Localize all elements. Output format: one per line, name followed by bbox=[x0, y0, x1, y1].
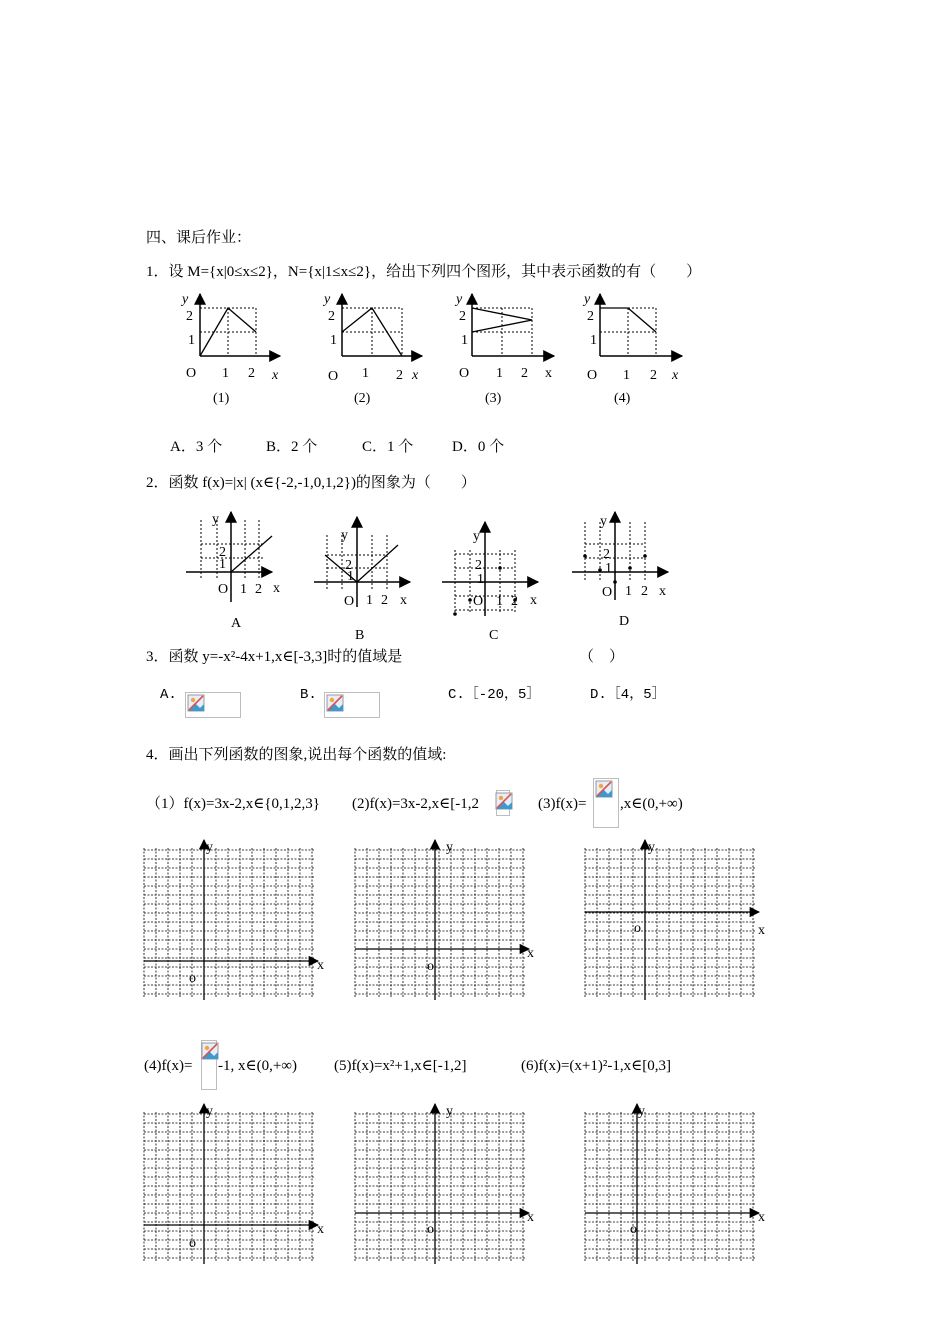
q1-graph-4 bbox=[580, 292, 690, 372]
q2-gd-x: x bbox=[659, 584, 666, 599]
q1-g3-x: x bbox=[545, 366, 552, 381]
q1-g3-o: O bbox=[459, 366, 470, 381]
q2-gd-y1: 1 bbox=[605, 561, 612, 576]
q4-f4b: -1, x∈(0,+∞) bbox=[218, 1058, 297, 1074]
q1-g4-y1: 1 bbox=[590, 333, 597, 348]
q1-g2-t2: 2 bbox=[396, 368, 403, 383]
q4-grid-6-o: o bbox=[630, 1222, 637, 1237]
q1-g4-t2: 2 bbox=[650, 368, 657, 383]
broken-image-icon bbox=[326, 694, 344, 712]
q4-f2: (2)f(x)=3x-2,x∈[-1,2 bbox=[352, 796, 480, 812]
q4-grid-3-o: o bbox=[634, 921, 641, 936]
q4-grid-6 bbox=[585, 1104, 771, 1266]
q2-gd-y: y bbox=[600, 514, 607, 529]
q1-choice-b: B．2 个 bbox=[266, 439, 318, 455]
q2-gd-caption: D bbox=[619, 614, 630, 629]
q2-gc-y: y bbox=[473, 529, 480, 544]
q2-gb-x: x bbox=[400, 593, 407, 608]
q3-choice-c: C.［-20，5］ bbox=[448, 687, 541, 703]
q2-gb-y1: 1 bbox=[347, 569, 354, 584]
q2-gb-t2: 2 bbox=[381, 593, 388, 608]
q2-gd-o: O bbox=[602, 585, 613, 600]
q1-g1-o: O bbox=[186, 366, 197, 381]
q1-g2-y2: 2 bbox=[328, 309, 335, 324]
q1-choice-c: C．1 个 bbox=[362, 439, 414, 455]
q4-f3a: (3)f(x)= bbox=[538, 796, 587, 812]
q1-g4-t1: 1 bbox=[623, 368, 630, 383]
q3-choice-b-label: B. bbox=[300, 687, 317, 703]
q1-g1-t2: 2 bbox=[248, 366, 255, 381]
q2-ga-y1: 1 bbox=[219, 557, 226, 572]
q1-g4-y2: 2 bbox=[587, 309, 594, 324]
q4-grid-2 bbox=[355, 840, 541, 1002]
q1-g4-o: O bbox=[587, 368, 598, 383]
section-title: 四、课后作业： bbox=[146, 230, 252, 246]
q1-g2-y1: 1 bbox=[330, 333, 337, 348]
q1-g1-caption: (1) bbox=[213, 391, 230, 406]
q4-f1: （1）f(x)=3x-2,x∈{0,1,2,3} bbox=[146, 796, 320, 812]
q1-g3-t1: 1 bbox=[496, 366, 503, 381]
q3-paren: （ ） bbox=[579, 649, 625, 665]
q2-gd-y2: 2 bbox=[603, 547, 610, 562]
q2-gc-y1: 1 bbox=[477, 572, 484, 587]
q3-choice-b-image bbox=[324, 692, 380, 718]
q4-f2-image bbox=[496, 790, 510, 816]
q1-g3-t2: 2 bbox=[521, 366, 528, 381]
q4-f4-image bbox=[201, 1040, 217, 1090]
q1-g3-y: y bbox=[456, 292, 463, 307]
q1-graph-2 bbox=[322, 292, 432, 372]
q4-stem: 4．画出下列函数的图象,说出每个函数的值域: bbox=[146, 747, 447, 763]
q3-choice-d: D.［4，5］ bbox=[590, 687, 666, 703]
q2-ga-t1: 1 bbox=[240, 582, 247, 597]
q4-grid-5-y: y bbox=[446, 1104, 453, 1119]
q4-grid-1-o: o bbox=[189, 971, 196, 986]
q2-gd-t1: 1 bbox=[625, 584, 632, 599]
q1-g4-caption: (4) bbox=[614, 391, 631, 406]
q1-graph-3 bbox=[452, 292, 562, 372]
q4-f5: (5)f(x)=x²+1,x∈[-1,2] bbox=[334, 1058, 467, 1074]
q4-f3-image bbox=[593, 778, 619, 828]
q4-f6: (6)f(x)=(x+1)²-1,x∈[0,3] bbox=[521, 1058, 671, 1074]
q2-ga-y2: 2 bbox=[219, 545, 226, 560]
q2-gc-x: x bbox=[530, 593, 537, 608]
q1-g2-x: x bbox=[412, 368, 419, 383]
q2-gc-t2: 2 bbox=[511, 594, 518, 609]
q4-grid-5-o: o bbox=[427, 1222, 434, 1237]
q4-grid-1-y: y bbox=[206, 840, 213, 855]
q2-gb-o: O bbox=[344, 594, 355, 609]
q4-grid-5 bbox=[355, 1104, 541, 1266]
broken-image-icon bbox=[595, 780, 613, 798]
q1-g2-y: y bbox=[324, 292, 331, 307]
q4-grid-3-x: x bbox=[758, 923, 765, 938]
q3-stem: 3．函数 y=-x²-4x+1,x∈[-3,3]时的值域是 bbox=[146, 649, 403, 665]
q4-grid-4-o: o bbox=[189, 1236, 196, 1251]
q2-ga-y: y bbox=[212, 512, 219, 527]
q4-f4a: (4)f(x)= bbox=[144, 1058, 193, 1074]
q2-gb-caption: B bbox=[355, 628, 365, 643]
q2-ga-x: x bbox=[273, 581, 280, 596]
q4-grid-2-o: o bbox=[427, 959, 434, 974]
q4-grid-3-y: y bbox=[648, 840, 655, 855]
q1-graph-1 bbox=[180, 292, 290, 372]
q4-grid-2-x: x bbox=[527, 946, 534, 961]
q1-g2-t1: 1 bbox=[362, 366, 369, 381]
q1-g2-caption: (2) bbox=[354, 391, 371, 406]
q1-g2-o: O bbox=[328, 369, 339, 384]
q2-ga-o: O bbox=[218, 582, 229, 597]
q3-choice-a-label: A. bbox=[160, 687, 177, 703]
broken-image-icon bbox=[187, 694, 205, 712]
q2-gb-y: y bbox=[341, 528, 348, 543]
q2-gd-t2: 2 bbox=[641, 584, 648, 599]
q2-ga-t2: 2 bbox=[255, 582, 262, 597]
q4-grid-6-y: y bbox=[638, 1104, 645, 1119]
q2-gb-y2: 2 bbox=[345, 558, 352, 573]
q2-gc-y2: 2 bbox=[475, 558, 482, 573]
broken-image-icon bbox=[495, 792, 513, 810]
q4-grid-4-x: x bbox=[317, 1222, 324, 1237]
q1-g4-y: y bbox=[584, 292, 591, 307]
q2-gc-t1: 1 bbox=[496, 594, 503, 609]
q4-f3b: ,x∈(0,+∞) bbox=[620, 796, 683, 812]
q1-g1-x: x bbox=[272, 368, 279, 383]
q2-ga-caption: A bbox=[231, 616, 242, 631]
q4-grid-2-y: y bbox=[446, 840, 453, 855]
q3-choice-a-image bbox=[185, 692, 241, 718]
q1-choice-d: D．0 个 bbox=[452, 439, 505, 455]
q1-g4-x: x bbox=[672, 368, 679, 383]
q2-stem: 2．函数 f(x)=|x| (x∈{-2,-1,0,1,2})的图象为（ ） bbox=[146, 475, 476, 491]
broken-image-icon bbox=[201, 1042, 219, 1060]
q1-g3-caption: (3) bbox=[485, 391, 502, 406]
q2-gc-caption: C bbox=[489, 628, 499, 643]
q2-gb-t1: 1 bbox=[366, 593, 373, 608]
q4-grid-3 bbox=[585, 840, 771, 1002]
q4-grid-1-x: x bbox=[317, 958, 324, 973]
q1-g3-y1: 1 bbox=[461, 333, 468, 348]
q1-g1-y2: 2 bbox=[186, 309, 193, 324]
q4-grid-1 bbox=[144, 840, 330, 1002]
q2-gc-o: O bbox=[473, 594, 484, 609]
q1-g1-y1: 1 bbox=[188, 333, 195, 348]
q4-grid-5-x: x bbox=[527, 1210, 534, 1225]
q1-g3-y2: 2 bbox=[459, 309, 466, 324]
q1-choice-a: A．3 个 bbox=[170, 439, 223, 455]
q4-grid-6-x: x bbox=[758, 1210, 765, 1225]
q1-stem: 1．设 M={x|0≤x≤2}，N={x|1≤x≤2}，给出下列四个图形，其中表示函数的有（ ） bbox=[146, 264, 702, 280]
q4-grid-4 bbox=[144, 1104, 330, 1266]
q1-g1-y: y bbox=[182, 292, 189, 307]
q1-g1-t1: 1 bbox=[222, 366, 229, 381]
q4-grid-4-y: y bbox=[206, 1104, 213, 1119]
